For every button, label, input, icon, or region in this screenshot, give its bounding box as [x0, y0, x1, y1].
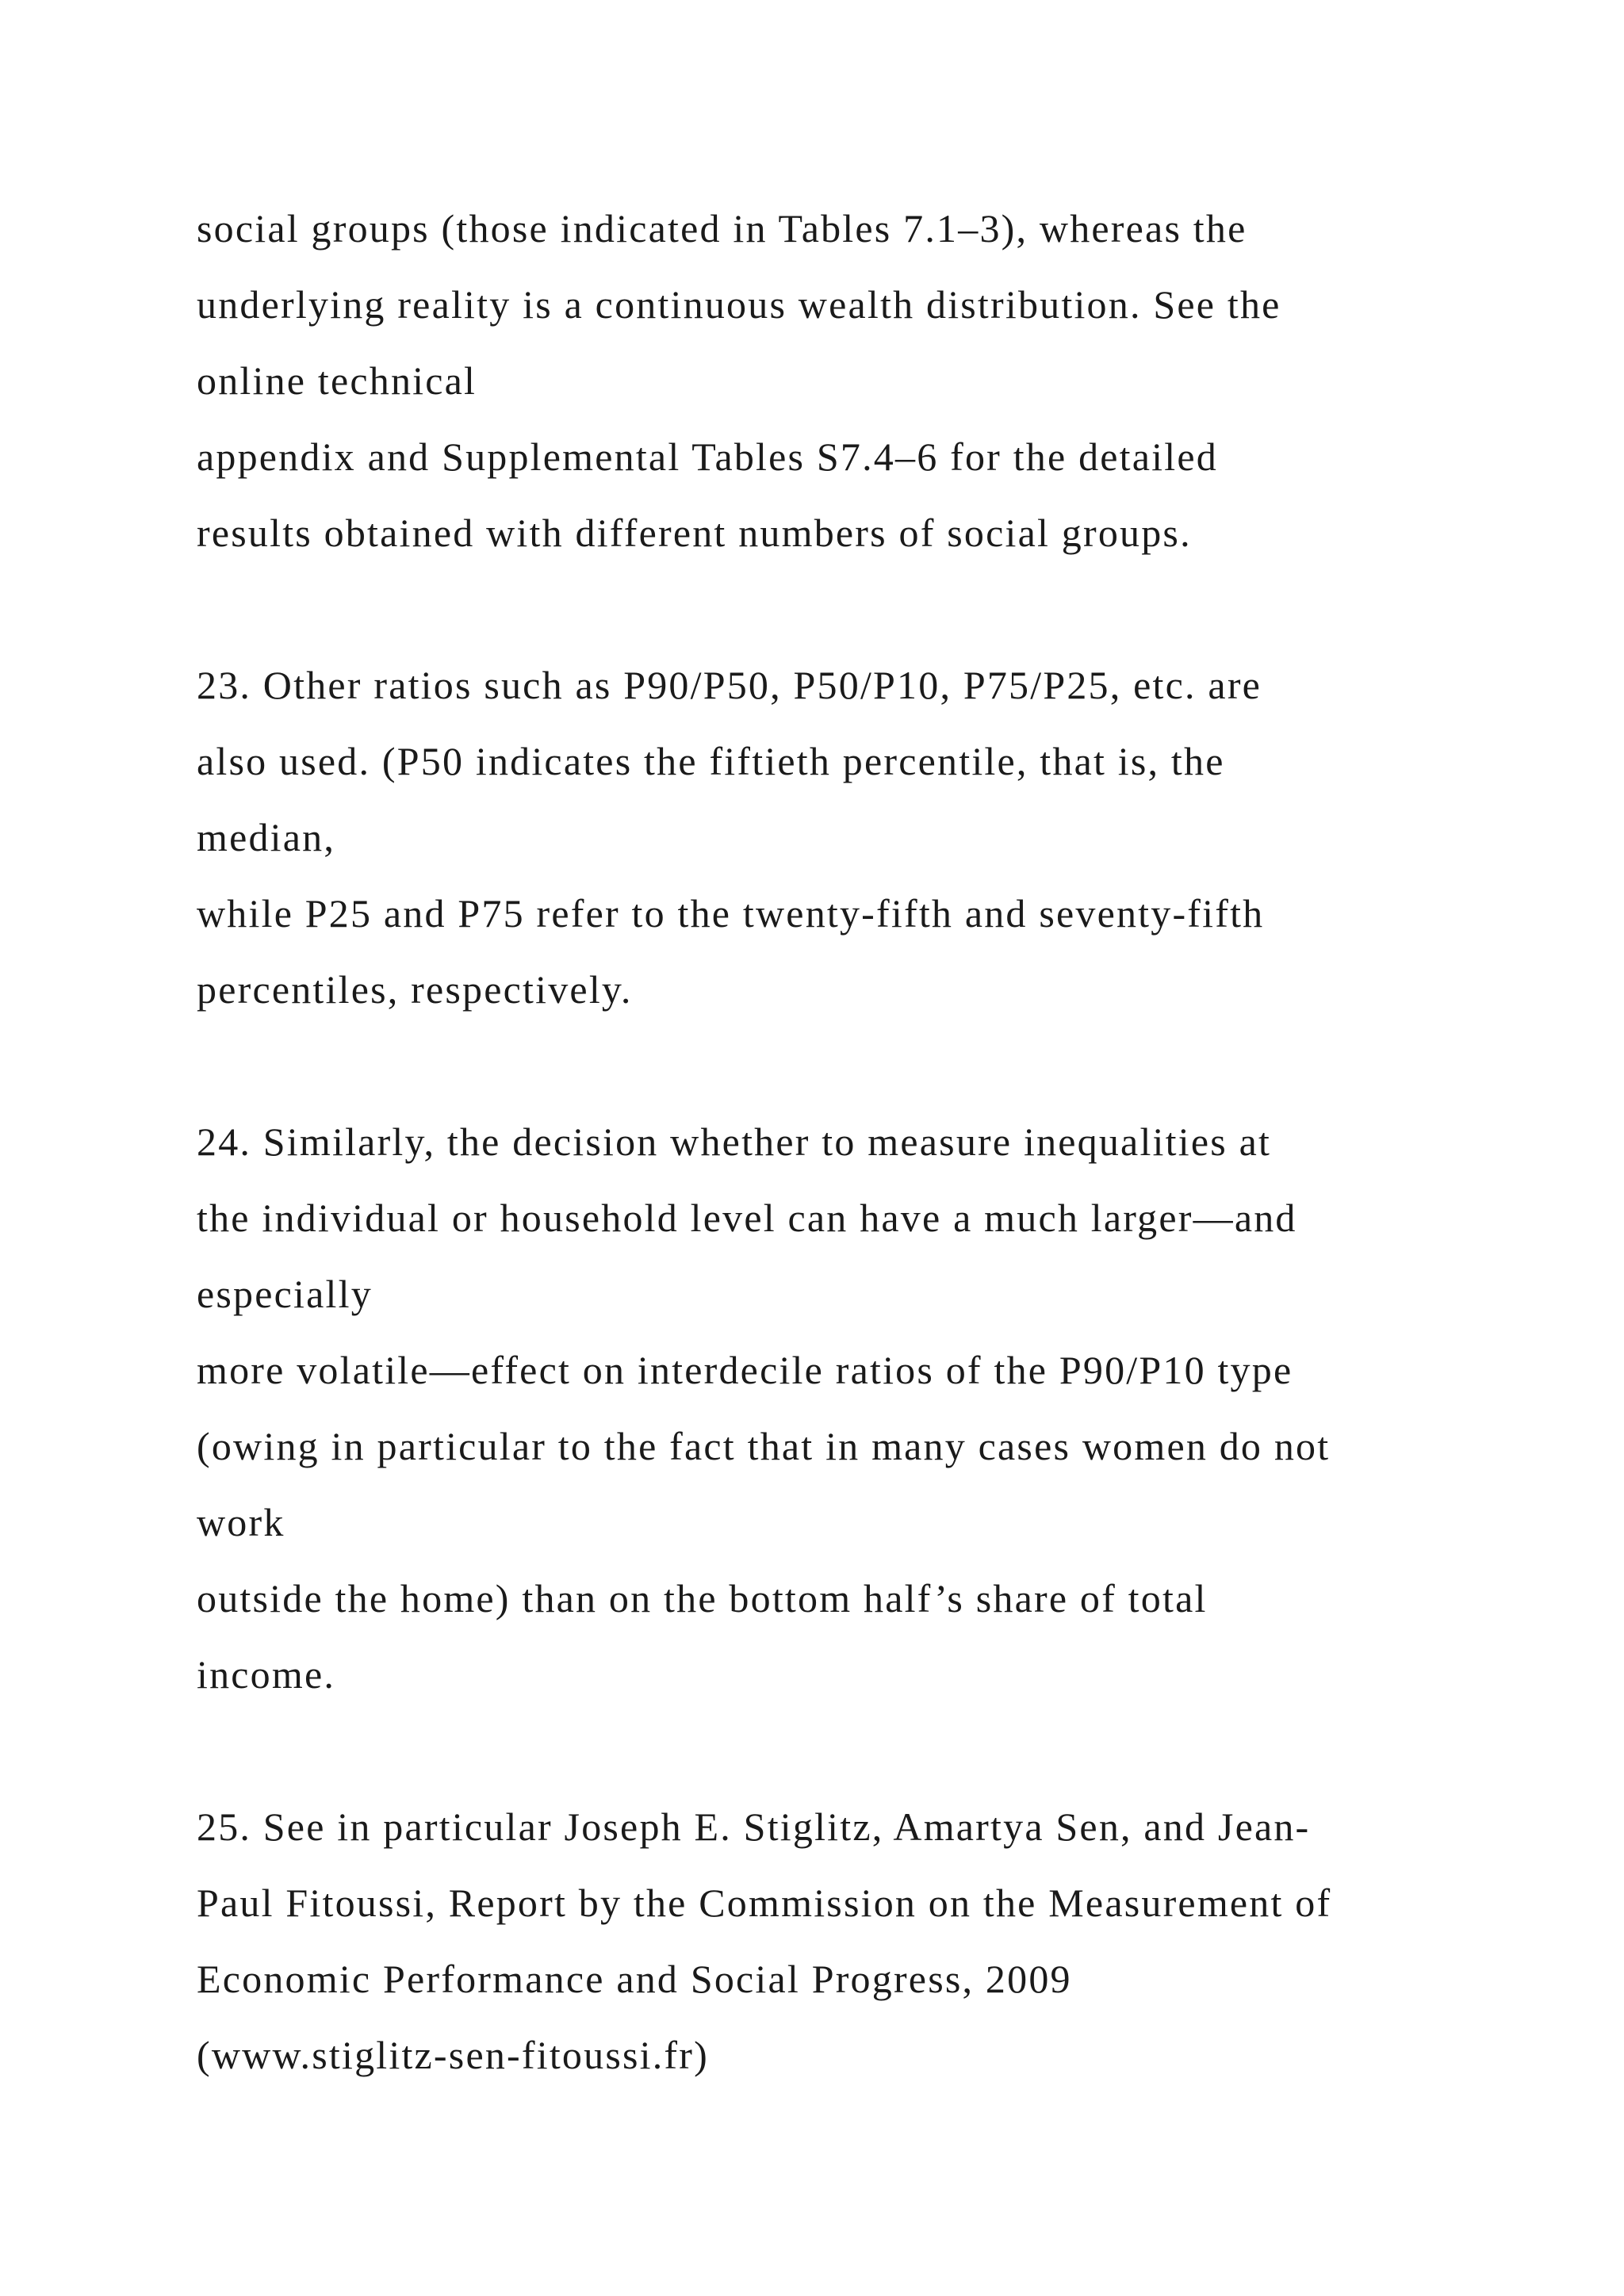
- text-line: especially: [197, 1272, 373, 1316]
- text-line: more volatile—effect on interdecile ratios of the P90/P10 type: [197, 1348, 1293, 1392]
- text-line: 24. Similarly, the decision whether to measure inequalities at: [197, 1119, 1272, 1164]
- text-line: 23. Other ratios such as P90/P50, P50/P10, P75/P25, etc. are: [197, 663, 1262, 707]
- footnote-22-continued: [197, 190, 1529, 571]
- footnote-23: [197, 647, 1529, 1027]
- footnote-25: [197, 1789, 1529, 2093]
- text-line: the individual or household level can have a much larger—and: [197, 1196, 1297, 1240]
- text-line: social groups (those indicated in Tables 7.1–3), whereas the: [197, 206, 1247, 251]
- text-line: appendix and Supplemental Tables S7.4–6 for the detailed: [197, 434, 1218, 479]
- text-line: underlying reality is a continuous wealth distribution. See the: [197, 282, 1281, 327]
- text-line: while P25 and P75 refer to the twenty-fifth and seventy-fifth: [197, 891, 1265, 936]
- text-line: (owing in particular to the fact that in many cases women do not: [197, 1424, 1331, 1468]
- text-line: online technical: [197, 358, 477, 403]
- document-page: [197, 190, 1529, 2093]
- text-line: (www.stiglitz-sen-fitoussi.fr): [197, 2033, 709, 2077]
- paragraph-gap: [197, 571, 1529, 647]
- paragraph-gap: [197, 1027, 1529, 1104]
- footnote-24: [197, 1104, 1529, 1712]
- text-line: Economic Performance and Social Progress, 2009: [197, 1957, 1072, 2001]
- text-line: results obtained with different numbers of social groups.: [197, 511, 1192, 555]
- text-line: percentiles, respectively.: [197, 967, 633, 1012]
- text-line: also used. (P50 indicates the fiftieth percentile, that is, the: [197, 739, 1225, 783]
- text-line: work: [197, 1500, 285, 1544]
- text-line: Paul Fitoussi, Report by the Commission on the Measurement of: [197, 1881, 1332, 1925]
- text-line: median,: [197, 815, 336, 859]
- paragraph-gap: [197, 1712, 1529, 1789]
- text-line: 25. See in particular Joseph E. Stiglitz, Amartya Sen, and Jean-: [197, 1804, 1311, 1849]
- text-line: income.: [197, 1652, 336, 1697]
- text-line: outside the home) than on the bottom half’s share of total: [197, 1576, 1208, 1621]
